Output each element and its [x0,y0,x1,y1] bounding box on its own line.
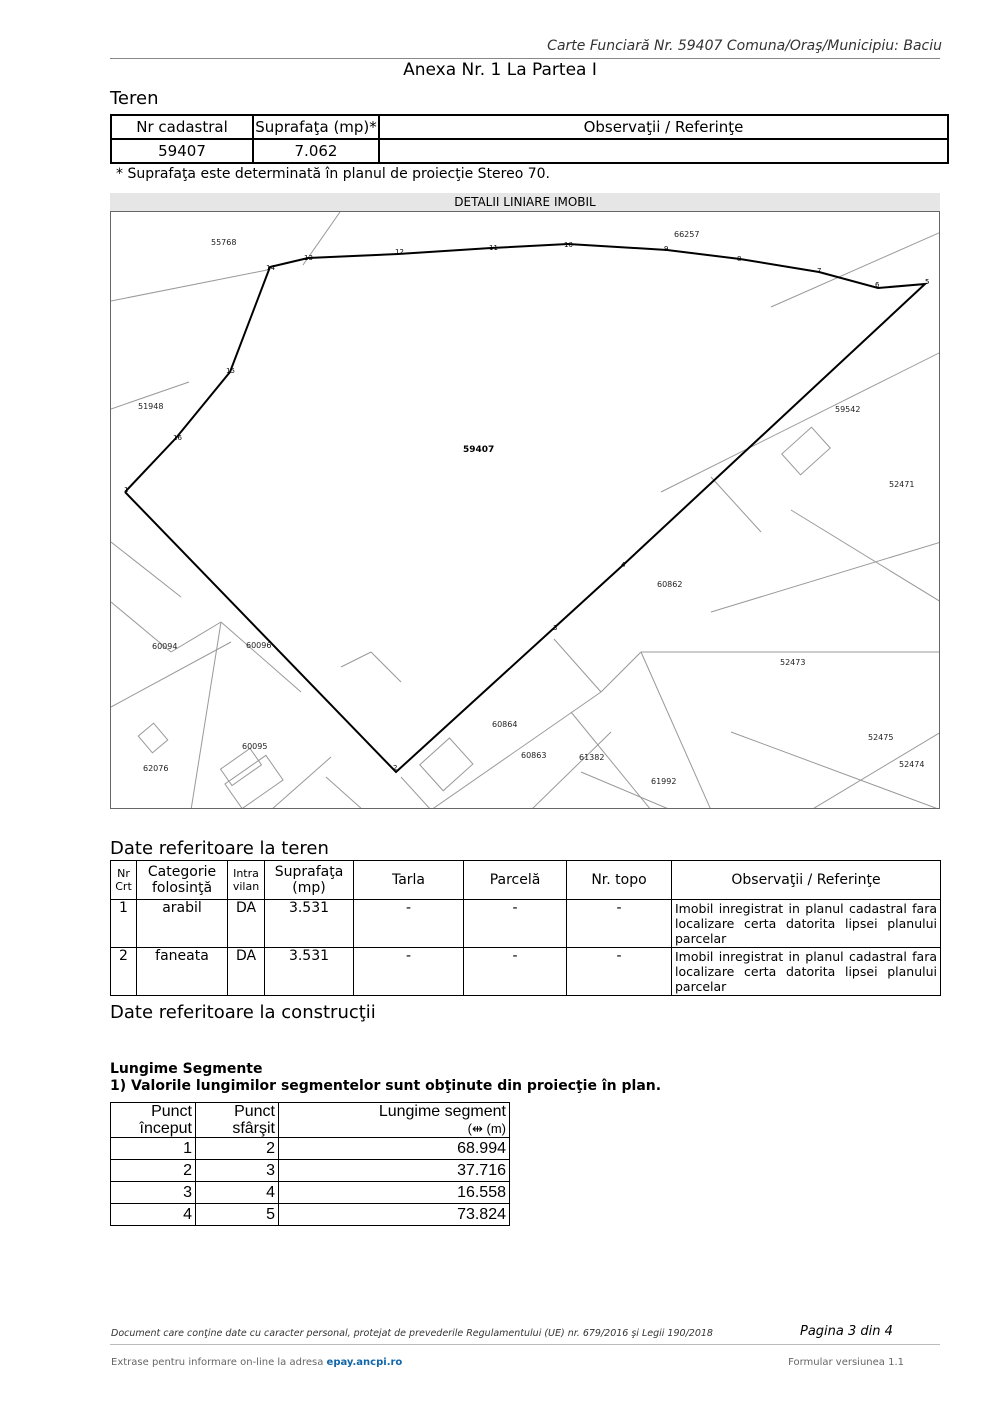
annex-title: Anexa Nr. 1 La Partea I [403,60,597,80]
site-link[interactable]: epay.ancpi.ro [326,1357,403,1368]
col-punct-inceput: Punct început [111,1103,196,1138]
neighbor-label: 60864 [492,720,518,729]
vertex-label: 16 [173,434,182,442]
table-row [111,1138,510,1160]
cell-length: 68.994 [279,1138,510,1160]
vertex-label: 8 [737,255,742,263]
cell-observatii: Imobil inregistrat in planul cadastral fara localizare certa datorita lipsei planului parcelar [672,948,941,996]
vertex-label: 14 [266,264,275,272]
header-cf-title: Carte Funciară Nr. 59407 Comuna/Oraş/Municipiu: Baciu [547,38,942,54]
cell-observatii [379,139,948,163]
cell-intravilan: DA [228,948,265,996]
neighbor-label: 60862 [657,580,683,589]
cell-observatii: Imobil inregistrat in planul cadastral fara localizare certa datorita lipsei planului parcelar [672,900,941,948]
table-row [111,948,941,996]
cell-nr: 2 [111,948,137,996]
parcel-label: 59407 [463,445,495,455]
cell-nr: 1 [111,900,137,948]
table-row [111,1182,510,1204]
date-teren-table [110,860,941,996]
vertex-label: 10 [564,241,573,249]
date-constructii-heading: Date referitoare la construcţii [110,1002,376,1023]
table-row [111,1160,510,1182]
col-tarla: Tarla [354,861,464,900]
col-lungime [279,1103,510,1138]
col-nr-topo: Nr. topo [567,861,672,900]
vertex-label: 6 [875,281,880,289]
neighbor-label: 60096 [246,641,272,650]
online-extract-note [111,1357,402,1368]
lungime-unit: (⇹ (m) [467,1121,506,1136]
cadastral-map [110,211,940,809]
cell-end: 5 [196,1204,279,1226]
suprafata-note: * Suprafaţa este determinată în planul de proiecţie Stereo 70. [116,166,551,182]
col-nr-crt: Nr Crt [111,861,137,900]
footer-divider [110,1344,940,1345]
col-suprafata-mp: Suprafaţa (mp) [265,861,354,900]
date-teren-heading: Date referitoare la teren [110,838,329,859]
map-title: DETALII LINIARE IMOBIL [110,193,940,211]
teren-table [110,114,949,164]
neighbor-label: 60863 [521,751,547,760]
extrase-label: Extrase pentru informare on-line la adresa [111,1357,324,1368]
cell-categorie: arabil [137,900,228,948]
cell-start: 3 [111,1182,196,1204]
table-row [111,1204,510,1226]
vertex-label: 11 [489,244,498,252]
cell-start: 1 [111,1138,196,1160]
cell-end: 2 [196,1138,279,1160]
page-number: Pagina 3 din 4 [800,1324,893,1339]
cell-end: 4 [196,1182,279,1204]
vertex-label: 13 [304,254,313,262]
cell-end: 3 [196,1160,279,1182]
col-parcela: Parcelă [464,861,567,900]
segmente-heading [110,1061,661,1095]
cell-parcela: - [464,900,567,948]
vertex-label: 1 [124,486,129,494]
cell-tarla: - [354,948,464,996]
col-categorie: Categorie folosinţă [137,861,228,900]
segmente-table [110,1102,510,1226]
neighbor-label: 52473 [780,658,806,667]
cell-length: 37.716 [279,1160,510,1182]
neighbor-label: 52474 [899,760,925,769]
cell-intravilan: DA [228,900,265,948]
lungime-label: Lungime segment [378,1103,506,1120]
neighbor-label: 61382 [579,753,605,762]
cell-nr-topo: - [567,948,672,996]
table-row [111,900,941,948]
vertex-label: 12 [395,248,404,256]
neighbor-label: 52475 [868,733,894,742]
cell-start: 2 [111,1160,196,1182]
neighbor-label: 62076 [143,764,169,773]
cell-length: 73.824 [279,1204,510,1226]
neighbor-label: 59542 [835,405,861,414]
neighbor-label: 61992 [651,777,677,786]
col-observatii-referinte: Observaţii / Referinţe [672,861,941,900]
map-svg [111,212,940,809]
parcel-boundary [125,244,925,772]
neighbor-label: 60094 [152,642,178,651]
neighbor-label: 66257 [674,230,700,239]
disclaimer-text: Document care conţine date cu caracter personal, protejat de prevederile Regulamentului (UE) nr. 679/2016 şi Legii 190/2018 [111,1328,713,1339]
cell-parcela: - [464,948,567,996]
segmente-title: Lungime Segmente [110,1061,263,1077]
vertex-label: 7 [817,267,822,275]
teren-heading: Teren [110,88,159,109]
segmente-subtitle: 1) Valorile lungimilor segmentelor sunt obţinute din proiecţie în plan. [110,1078,662,1094]
col-observatii: Observaţii / Referinţe [379,115,948,139]
neighbor-label: 52471 [889,480,915,489]
col-punct-sfarsit: Punct sfârşit [196,1103,279,1138]
cell-suprafata: 7.062 [253,139,379,163]
cell-categorie: faneata [137,948,228,996]
cell-nr-cadastral: 59407 [111,139,253,163]
neighbor-label: 55768 [211,238,237,247]
vertex-label: 3 [553,624,558,632]
vertex-label: 5 [925,278,930,286]
vertex-label: 2 [393,764,398,772]
col-nr-cadastral: Nr cadastral [111,115,253,139]
vertex-label: 9 [664,245,669,253]
cell-start: 4 [111,1204,196,1226]
cell-length: 16.558 [279,1182,510,1204]
vertex-label: 4 [621,561,626,569]
header-divider [110,58,940,59]
cell-tarla: - [354,900,464,948]
neighbor-label: 60095 [242,742,268,751]
cell-nr-topo: - [567,900,672,948]
neighbor-label: 51948 [138,402,164,411]
cell-suprafata: 3.531 [265,900,354,948]
col-intravilan: Intra vilan [228,861,265,900]
vertex-label: 15 [226,367,235,375]
form-version: Formular versiunea 1.1 [788,1357,904,1368]
cell-suprafata: 3.531 [265,948,354,996]
col-suprafata: Suprafaţa (mp)* [253,115,379,139]
